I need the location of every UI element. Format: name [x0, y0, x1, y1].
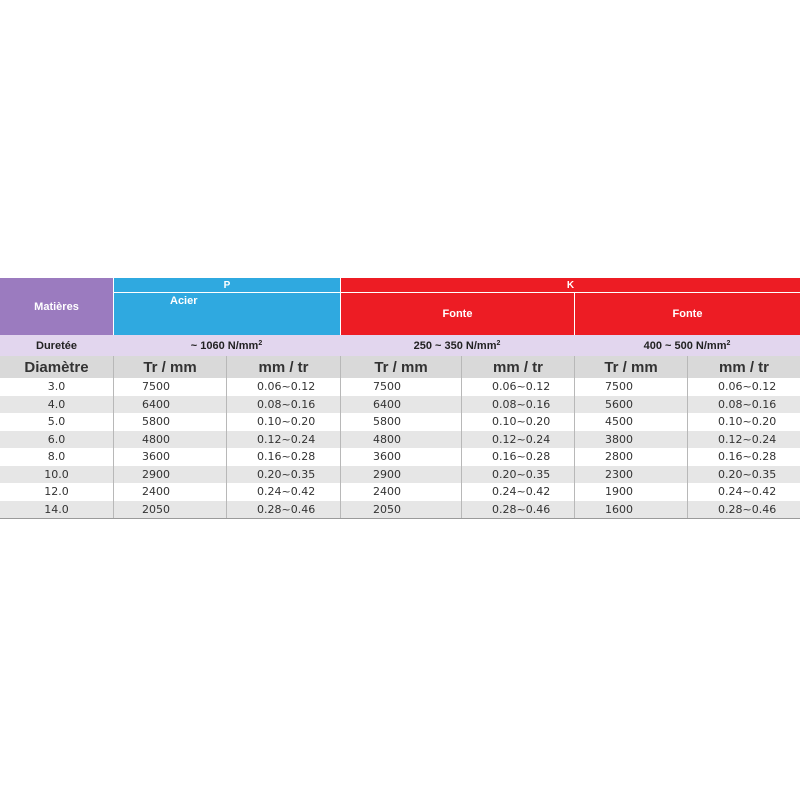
table-cell-p-speed: 2400 [113, 483, 226, 501]
table-cell-k1-speed: 2050 [340, 501, 461, 519]
column-header-diametre: Diamètre [0, 356, 113, 378]
table-cell-k2-feed: 0.16~0.28 [687, 448, 800, 466]
column-header-k1-feed: mm / tr [461, 356, 574, 378]
table-cell-k2-speed: 1600 [574, 501, 687, 519]
column-header-k2-feed: mm / tr [687, 356, 800, 378]
table-cell-k2-feed: 0.12~0.24 [687, 431, 800, 449]
table-cell-k2-feed: 0.06~0.12 [687, 378, 800, 396]
table-cell-diametre: 8.0 [47, 450, 66, 464]
durete-k1-text: 250 ~ 350 N/mm [413, 339, 497, 352]
table-row [0, 413, 800, 431]
group-k-code [340, 278, 800, 292]
table-cell-k1-speed: 7500 [340, 378, 461, 396]
table-cell-k2-feed: 0.08~0.16 [687, 396, 800, 414]
table-cell-p-feed: 0.28~0.46 [226, 501, 340, 519]
table-cell-k2-feed: 0.28~0.46 [687, 501, 800, 519]
group-k-material-1-text: Fonte [442, 308, 473, 320]
table-cell-k2-speed: 1900 [574, 483, 687, 501]
column-header-k2-speed: Tr / mm [574, 356, 687, 378]
table-cell-diametre: 14.0 [44, 502, 69, 516]
durete-k2-exp: 2 [726, 340, 731, 347]
table-cell-p-feed: 0.10~0.20 [226, 413, 340, 431]
table-cell-p-feed: 0.20~0.35 [226, 466, 340, 484]
column-header-p-speed: Tr / mm [113, 356, 226, 378]
table-cell-k1-feed: 0.08~0.16 [461, 396, 574, 414]
durete-k1 [340, 335, 574, 356]
durete-p-text: ~ 1060 N/mm [190, 339, 259, 352]
durete-label-text: Duretée [36, 339, 77, 352]
table-cell-p-speed: 4800 [113, 431, 226, 449]
group-p-material [113, 292, 340, 335]
table-cell-diametre: 10.0 [44, 467, 69, 481]
durete-k1-exp: 2 [496, 340, 501, 347]
table-cell-k1-feed: 0.20~0.35 [461, 466, 574, 484]
column-header-k1-speed: Tr / mm [340, 356, 461, 378]
table-cell-diametre: 4.0 [47, 397, 66, 411]
table-row [0, 466, 800, 484]
table-cell-diametre: 5.0 [47, 415, 66, 429]
matieres-label: Matières [0, 278, 113, 335]
table-cell-p-speed: 2900 [113, 466, 226, 484]
table-cell-k2-speed: 3800 [574, 431, 687, 449]
table-cell-k1-speed: 4800 [340, 431, 461, 449]
table-cell-k2-speed: 7500 [574, 378, 687, 396]
table-cell-k1-speed: 5800 [340, 413, 461, 431]
table-cell-k1-speed: 2900 [340, 466, 461, 484]
table-cell-k2-feed: 0.24~0.42 [687, 483, 800, 501]
table-cell-p-speed: 2050 [113, 501, 226, 519]
table-cell-p-speed: 5800 [113, 413, 226, 431]
table-cell-p-feed: 0.16~0.28 [226, 448, 340, 466]
table-cell-p-speed: 3600 [113, 448, 226, 466]
table-cell-k1-speed: 2400 [340, 483, 461, 501]
table-cell-k1-speed: 3600 [340, 448, 461, 466]
group-k-code-text: K [566, 279, 575, 291]
table-cell-k1-speed: 6400 [340, 396, 461, 414]
table-cell-p-speed: 7500 [113, 378, 226, 396]
table-cell-k1-feed: 0.28~0.46 [461, 501, 574, 519]
durete-k2-text: 400 ~ 500 N/mm [643, 339, 727, 352]
table-cell-k1-feed: 0.24~0.42 [461, 483, 574, 501]
table-cell-p-feed: 0.12~0.24 [226, 431, 340, 449]
table-row [0, 378, 800, 396]
group-p-code [113, 278, 340, 292]
table-cell-k2-feed: 0.10~0.20 [687, 413, 800, 431]
table-row [0, 501, 800, 519]
table-cell-p-feed: 0.06~0.12 [226, 378, 340, 396]
table-cell-k1-feed: 0.16~0.28 [461, 448, 574, 466]
table-row [0, 431, 800, 449]
group-k-material-1 [340, 292, 574, 335]
table-cell-k2-speed: 4500 [574, 413, 687, 431]
table-cell-p-feed: 0.24~0.42 [226, 483, 340, 501]
durete-p-exp: 2 [258, 340, 263, 347]
table-bottom-border [0, 518, 800, 519]
table-cell-k2-feed: 0.20~0.35 [687, 466, 800, 484]
column-header-p-feed: mm / tr [226, 356, 340, 378]
table-cell-k2-speed: 2800 [574, 448, 687, 466]
group-k-material-2 [574, 292, 800, 335]
table-cell-k2-speed: 5600 [574, 396, 687, 414]
table-cell-diametre: 12.0 [44, 485, 69, 499]
table-cell-k2-speed: 2300 [574, 466, 687, 484]
group-k-material-2-text: Fonte [672, 308, 703, 320]
table-row [0, 396, 800, 414]
durete-label [0, 335, 113, 356]
table-cell-k1-feed: 0.10~0.20 [461, 413, 574, 431]
table-cell-k1-feed: 0.12~0.24 [461, 431, 574, 449]
table-cell-diametre: 3.0 [47, 380, 66, 394]
group-p-code-text: P [223, 279, 231, 291]
durete-k2 [574, 335, 800, 356]
table-row [0, 483, 800, 501]
group-p-material-text: Acier [170, 295, 198, 307]
table-row [0, 448, 800, 466]
table-cell-diametre: 6.0 [47, 432, 66, 446]
table-cell-p-speed: 6400 [113, 396, 226, 414]
table-cell-p-feed: 0.08~0.16 [226, 396, 340, 414]
durete-p [113, 335, 340, 356]
table-cell-k1-feed: 0.06~0.12 [461, 378, 574, 396]
